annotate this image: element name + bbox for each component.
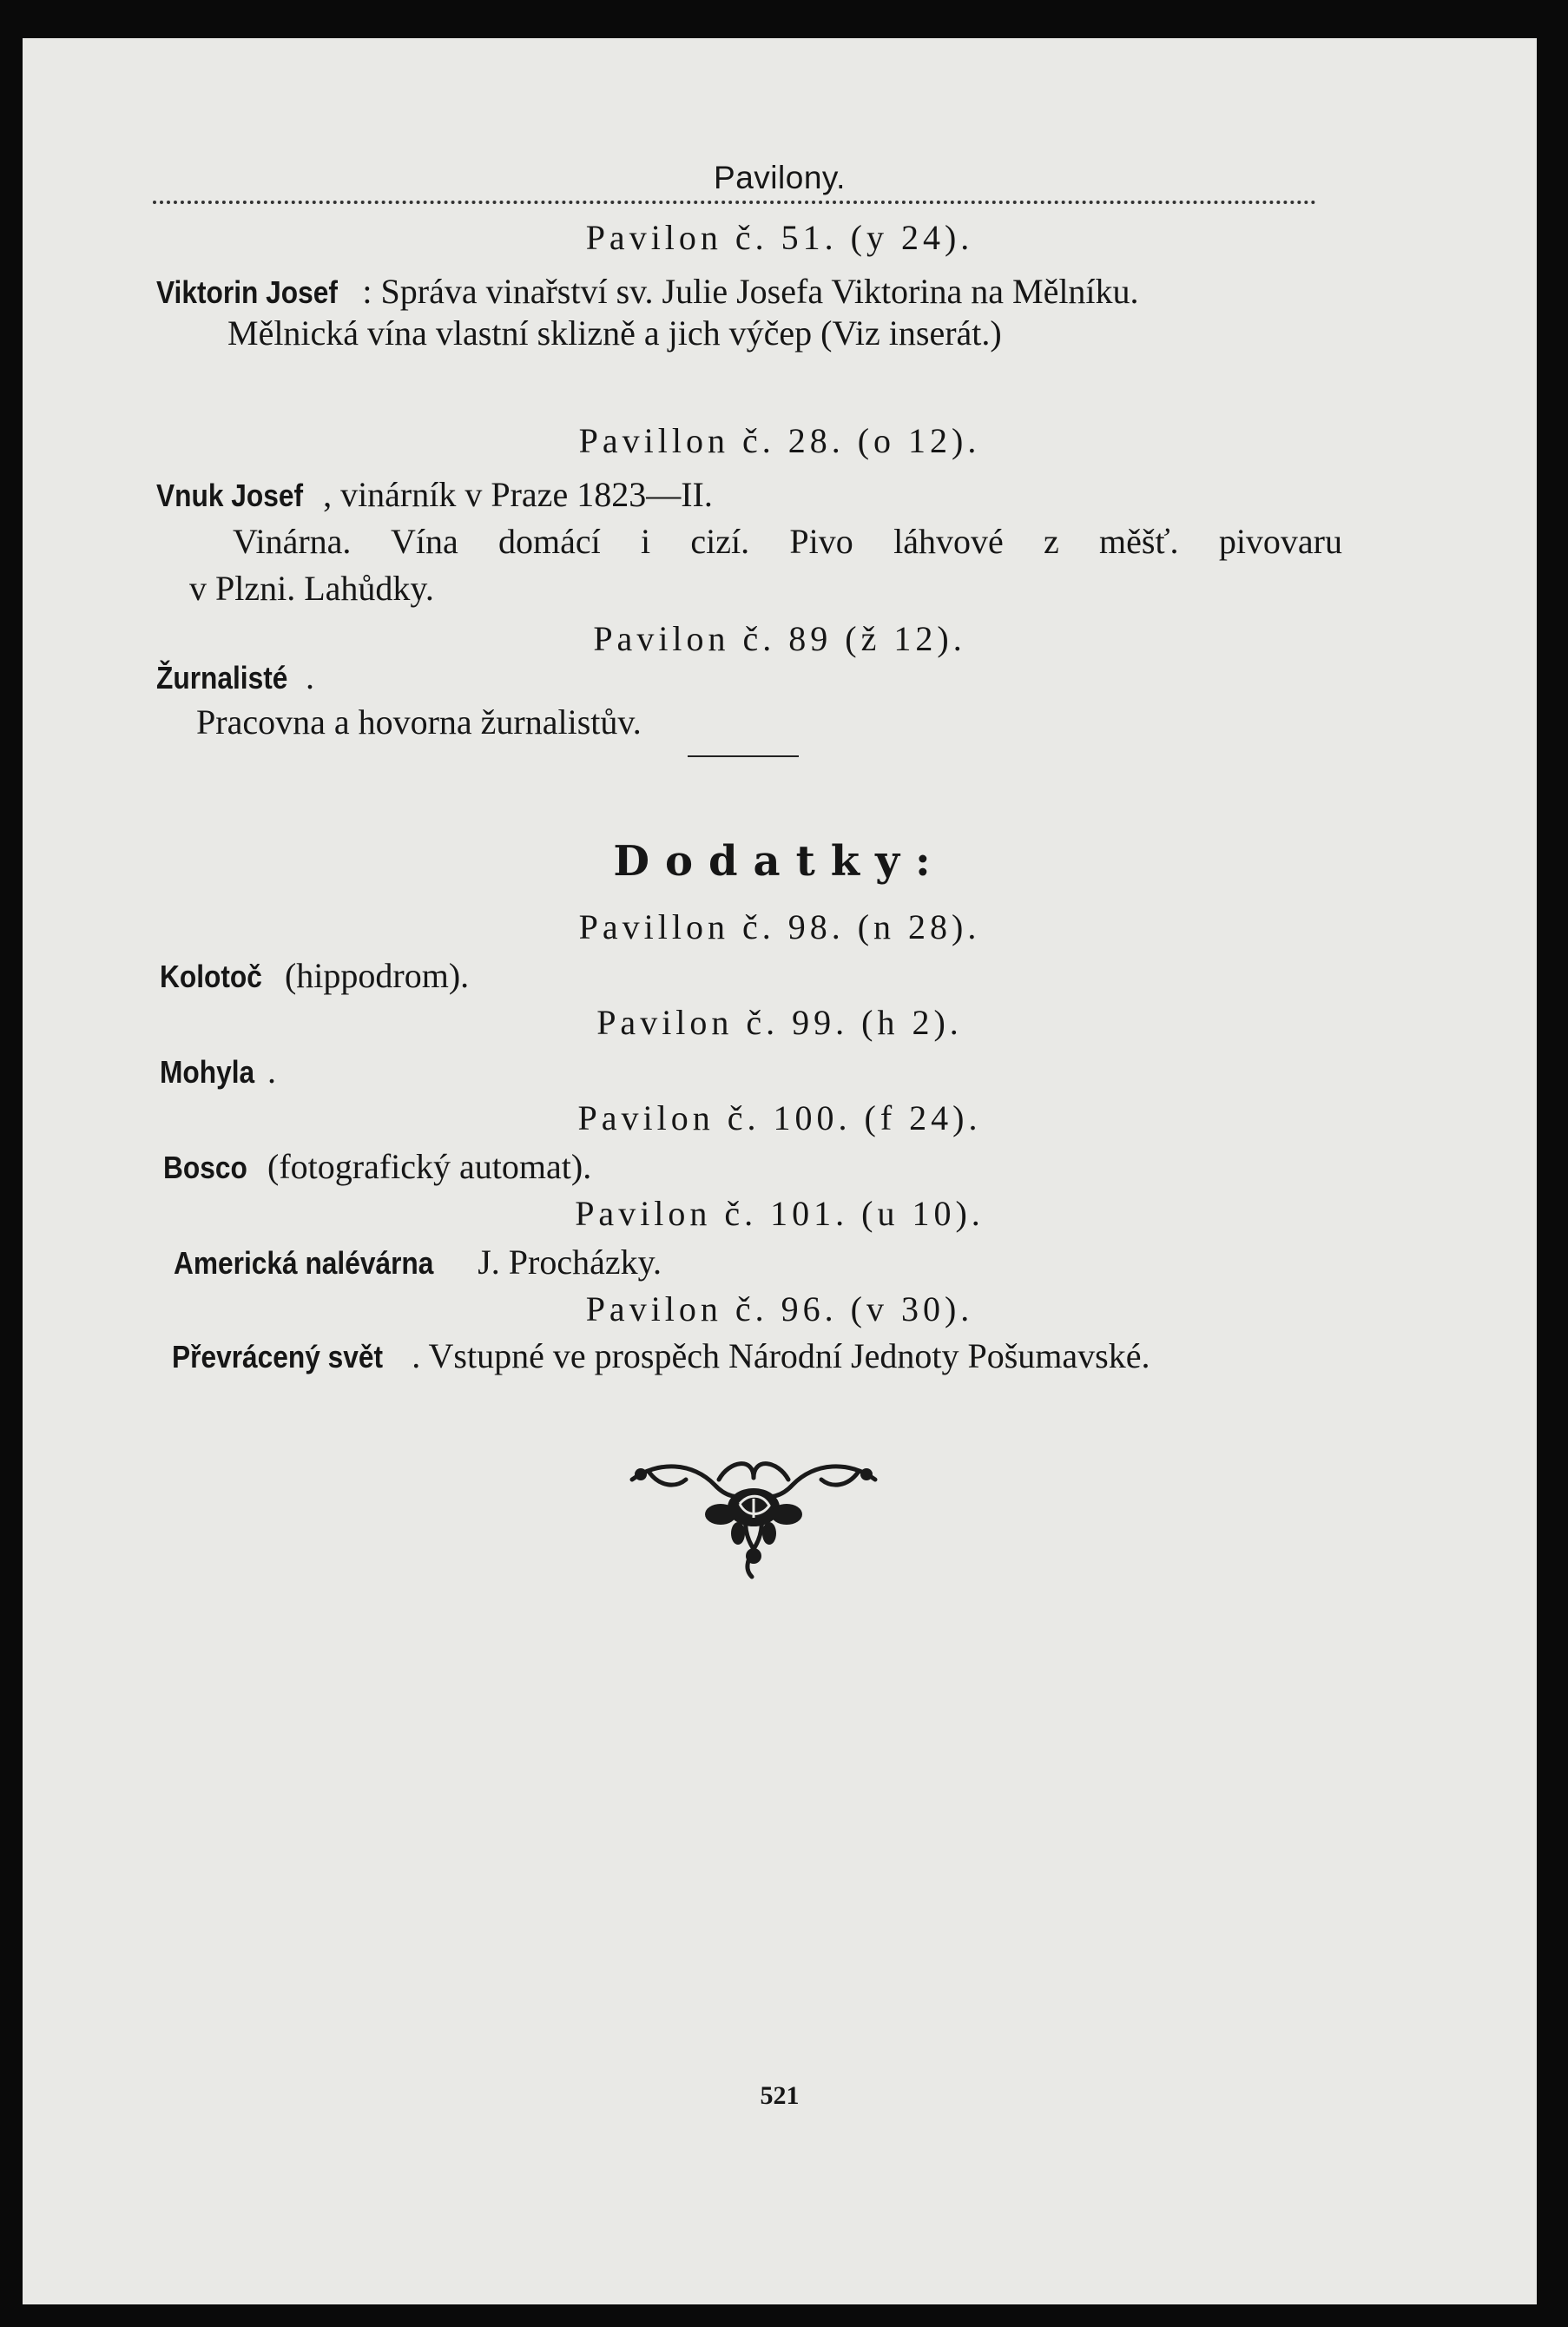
addendum-line — [163, 1146, 591, 1189]
addendum-text: . — [267, 1051, 277, 1091]
addendum-heading: Pavilon č. 99. (h 2). — [596, 1003, 963, 1042]
entry-line — [156, 271, 1139, 313]
entry-line: Mělnická vína vlastní sklizně a jich výčep (Viz inserát.) — [227, 313, 1002, 353]
addendum-name: Bosco — [163, 1150, 247, 1185]
entry-name: Vnuk Josef — [156, 478, 304, 513]
entry-heading: Pavilon č. 89 (ž 12). — [593, 619, 966, 658]
addendum-line — [160, 1051, 276, 1093]
addendum-text: J. Procházky. — [469, 1243, 662, 1282]
addendum-line — [172, 1335, 1150, 1378]
section-divider — [688, 755, 799, 757]
entry-line: v Plzni. Lahůdky. — [189, 569, 434, 608]
addendum-text: . Vstupné ve prospěch Národní Jednoty Pošumavské. — [412, 1336, 1150, 1375]
addendum-heading: Pavilon č. 100. (f 24). — [577, 1098, 982, 1137]
book-page — [23, 38, 1537, 2304]
addendum-line — [174, 1242, 662, 1284]
addendum-line — [160, 955, 469, 998]
page-number: 521 — [760, 2081, 800, 2110]
dotted-rule — [153, 201, 1316, 204]
entry-line — [156, 474, 713, 517]
running-head: Pavilony. — [714, 160, 846, 195]
entry-text: , vinárník v Praze 1823—II. — [323, 475, 713, 514]
entry-line — [156, 656, 314, 699]
addendum-name: Mohyla — [160, 1054, 255, 1090]
entry-name: Žurnalisté — [156, 660, 288, 695]
entry-line: Pracovna a hovorna žurnalistův. — [196, 702, 642, 742]
entry-line: Vinárna. Vína domácí i cizí. Pivo láhvové z měšť. pivovaru — [233, 522, 1342, 561]
entry-heading: Pavilon č. 51. (y 24). — [585, 218, 974, 257]
addendum-name: Americká nalévárna — [174, 1245, 434, 1281]
entry-text: : Správa vinařství sv. Julie Josefa Viktorina na Mělníku. — [362, 272, 1139, 311]
entry-name: Viktorin Josef — [156, 274, 338, 310]
entry-text: . — [306, 657, 315, 696]
addendum-name: Převrácený svět — [172, 1339, 384, 1374]
ornament-vignette-icon — [623, 1454, 884, 1584]
addendum-text: (hippodrom). — [275, 956, 470, 995]
addendum-heading: Pavilon č. 101. (u 10). — [575, 1194, 985, 1233]
entry-heading: Pavillon č. 28. (o 12). — [578, 421, 981, 460]
section-title: Dodatky: — [613, 837, 946, 886]
addendum-heading: Pavilon č. 96. (v 30). — [585, 1289, 974, 1328]
addendum-heading: Pavillon č. 98. (n 28). — [578, 907, 981, 946]
addendum-name: Kolotoč — [160, 959, 262, 994]
addendum-text: (fotografický automat). — [259, 1147, 592, 1186]
